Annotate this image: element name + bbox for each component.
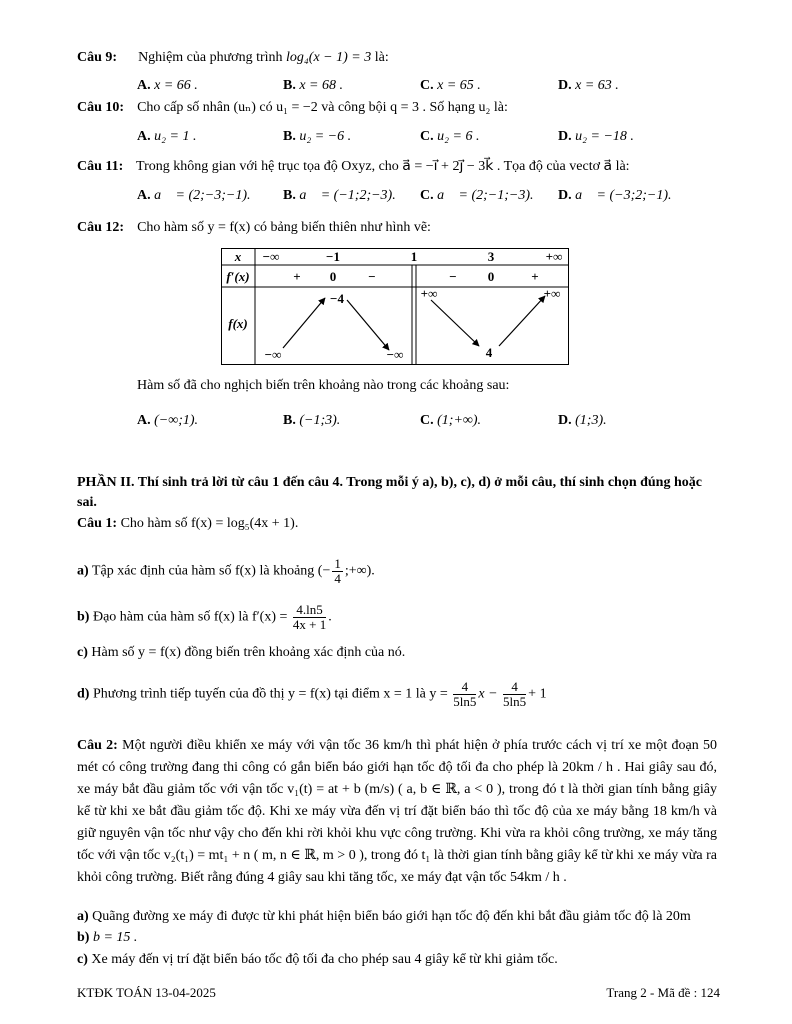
fraction <box>293 603 326 632</box>
part2-question-2 <box>77 735 717 889</box>
question-text: Cho cấp số nhân (uₙ) có u₁ = −2 và công bội q = 3 . Số hạng u₂ là: <box>137 100 508 115</box>
variation-table <box>221 248 571 368</box>
option-c: a⃗ = (2;−1;−3). <box>437 188 534 203</box>
f-value: +∞ <box>420 286 438 301</box>
fraction-denominator: 4x + 1 <box>292 617 327 632</box>
statement-label: c) <box>77 952 88 967</box>
statement-text: Quãng đường xe máy đi được từ khi phát hiện biển báo giới hạn tốc độ đến khi bắt đầu giảm tốc độ là 20m <box>92 909 691 924</box>
variation-arrows <box>283 296 545 350</box>
option-row <box>283 77 343 95</box>
option-row <box>283 412 340 430</box>
interval-right: ;+∞). <box>344 563 375 579</box>
footer-right: Trang 2 - Mã đề : 124 <box>606 985 720 1000</box>
statement-label: b) <box>77 930 90 945</box>
question-text: Nghiệm của phương trình <box>138 50 283 65</box>
question-11 <box>77 158 630 176</box>
sign: 0 <box>487 269 495 284</box>
question-text-end: là: <box>374 50 389 65</box>
x-value: −∞ <box>262 249 280 264</box>
statement-text: Hàm số y = f(x) đồng biến trên khoảng xác định của nó. <box>91 645 406 660</box>
question-text: Một người điều khiển xe máy với vận tốc 36 km/h thì phát hiện ở phía trước cách vị trí xe một đoạn 50 mét có công trường đang thi công có gắn biển báo giới hạn tốc độ tối đa cho phép là 20km / h . Hai giây sau đó, xe máy bắt đầu giảm tốc với vận tốc v₁(t) = at + b (m/s) ( a, b ∈ ℝ, a < 0 ), trong đó t là thời gian tính bằng giây kể từ khi xe bắt đầu giảm tốc độ. Khi xe máy vừa đến vị trí đặt biển báo thì tốc độ của xe máy bằng 18 km/h và giữ nguyên vận tốc như vậy cho đến khi rời khỏi khu vực công trường. Khi vừa ra khỏi công trường, xe máy tăng tốc với vận tốc v₂(t₁) = mt₁ + n ( m, n ∈ ℝ, m > 0 ), trong đó t₁ là thời gian tính bằng giây kể từ khi xe máy vừa ra khỏi công trường. Biết rằng đúng 4 giây sau khi tăng tốc, xe máy đạt vận tốc 54km / h . <box>77 738 718 885</box>
statement-label: a) <box>77 909 89 924</box>
option-row <box>137 412 198 430</box>
statement-label: a) <box>77 563 89 579</box>
statement-text: Tập xác định của hàm số f(x) là khoảng <box>91 563 315 579</box>
f-value: 4 <box>485 345 493 360</box>
option-a-letter: A. <box>137 78 151 93</box>
f-value: −∞ <box>386 347 404 362</box>
sign: 0 <box>329 269 337 284</box>
f-value: +∞ <box>543 286 561 301</box>
question-10 <box>77 99 508 117</box>
option-b-letter: B. <box>283 188 296 203</box>
option-c: u₂ = 6 . <box>437 129 480 144</box>
option-b-letter: B. <box>283 78 296 93</box>
option-b-letter: B. <box>283 129 296 144</box>
option-b: x = 68 . <box>299 78 344 93</box>
fraction <box>453 680 476 709</box>
question-text: Cho hàm số y = f(x) có bảng biến thiên như hình vẽ: <box>137 220 431 235</box>
statement-mid: x − <box>478 686 498 702</box>
option-row <box>420 412 481 430</box>
option-a-letter: A. <box>137 413 151 428</box>
option-b: u₂ = −6 . <box>299 129 352 144</box>
fraction <box>503 680 526 709</box>
fraction-denominator: 4 <box>334 571 341 586</box>
row-label-fprime: f′(x) <box>226 269 250 284</box>
option-row <box>558 412 607 430</box>
option-c-letter: C. <box>420 129 434 144</box>
fraction-numerator: 4.ln5 <box>293 603 326 618</box>
option-b: a⃗ = (−1;2;−3). <box>299 188 396 203</box>
statement-text: Xe máy đến vị trí đặt biển báo tốc độ tối đa cho phép sau 4 giây kể từ khi giảm tốc. <box>91 952 558 967</box>
option-d-letter: D. <box>558 78 572 93</box>
question-text: Trong không gian với hệ trục tọa độ Oxyz, cho a⃗ = −i⃗ + 2j⃗ − 3k⃗ . Tọa độ của vectơ a⃗ là: <box>136 159 630 174</box>
statement-label: d) <box>77 686 90 702</box>
question-label: Câu 10: <box>77 100 125 115</box>
statement-a <box>77 908 691 926</box>
row-label-x: x <box>234 249 242 264</box>
sign: − <box>368 269 376 284</box>
option-row <box>137 128 196 146</box>
question-label: Câu 1: <box>77 516 118 531</box>
option-c: (1;+∞). <box>437 413 482 428</box>
option-row <box>420 128 479 146</box>
option-d: a⃗ = (−3;2;−1). <box>575 188 672 203</box>
option-a-letter: A. <box>137 188 151 203</box>
question-9 <box>77 49 389 67</box>
x-value: 3 <box>487 249 495 264</box>
option-d-letter: D. <box>558 188 572 203</box>
option-a: a⃗ = (2;−3;−1). <box>154 188 251 203</box>
fraction-numerator: 4 <box>503 680 526 695</box>
statement-tail: . <box>328 609 332 625</box>
question-label: Câu 11: <box>77 159 124 174</box>
footer-left: KTĐK TOÁN 13-04-2025 <box>77 985 216 1000</box>
option-row <box>420 187 534 205</box>
option-c-letter: C. <box>420 188 434 203</box>
question-label: Câu 12: <box>77 220 125 235</box>
option-c-letter: C. <box>420 413 434 428</box>
fraction-numerator: 1 <box>334 556 341 571</box>
statement-a <box>77 557 375 586</box>
x-value: −1 <box>326 249 340 264</box>
interval-left: (− <box>317 563 331 579</box>
section-title: PHẦN II. Thí sinh trả lời từ câu 1 đến câu 4. Trong mỗi ý a), b), c), d) ở mỗi câu, thí sinh chọn đúng hoặc sai. <box>77 475 702 510</box>
statement-label: b) <box>77 609 90 625</box>
question-label: Câu 9: <box>77 50 118 65</box>
option-a: x = 66 . <box>154 78 198 93</box>
statement-c <box>77 644 405 662</box>
question-text: Cho hàm số f(x) = log₅(4x + 1). <box>120 516 299 531</box>
option-b: (−1;3). <box>299 413 341 428</box>
option-row <box>420 77 481 95</box>
statement-text: b = 15 . <box>92 930 138 945</box>
f-value: −∞ <box>264 347 282 362</box>
option-row <box>558 187 672 205</box>
option-c: x = 65 . <box>437 78 481 93</box>
option-b-letter: B. <box>283 413 296 428</box>
fraction-numerator: 4 <box>453 680 476 695</box>
option-row <box>283 128 351 146</box>
option-d-letter: D. <box>558 413 572 428</box>
statement-text: Đạo hàm của hàm số f(x) là f′(x) = <box>92 609 288 625</box>
option-row <box>137 187 251 205</box>
x-value: 1 <box>410 249 418 264</box>
option-a: (−∞;1). <box>154 413 199 428</box>
statement-tail: + 1 <box>528 686 547 702</box>
question-equation: log₄(x − 1) = 3 <box>286 50 372 65</box>
option-row <box>137 77 198 95</box>
f-value: −4 <box>330 291 344 306</box>
question-12 <box>77 219 431 237</box>
statement-b <box>77 603 332 632</box>
x-value: +∞ <box>545 249 563 264</box>
option-a-letter: A. <box>137 129 151 144</box>
sign: + <box>531 269 539 284</box>
statement-b <box>77 929 137 947</box>
question-label: Câu 2: <box>77 738 118 753</box>
sign: + <box>293 269 301 284</box>
row-label-fx: f(x) <box>228 316 248 331</box>
statement-c <box>77 951 558 969</box>
option-c-letter: C. <box>420 78 434 93</box>
option-row <box>558 128 634 146</box>
option-d: x = 63 . <box>575 78 619 93</box>
option-row <box>558 77 619 95</box>
fraction-denominator: 5ln5 <box>453 694 477 709</box>
option-d: u₂ = −18 . <box>575 129 634 144</box>
question-12-prompt: Hàm số đã cho nghịch biến trên khoảng nào trong các khoảng sau: <box>137 378 510 393</box>
statement-d <box>77 680 547 709</box>
part2-question-1 <box>77 515 298 533</box>
statement-label: c) <box>77 645 88 660</box>
option-d: (1;3). <box>575 413 607 428</box>
option-d-letter: D. <box>558 129 572 144</box>
fraction-denominator: 5ln5 <box>503 694 527 709</box>
option-row <box>283 187 396 205</box>
sign: − <box>449 269 457 284</box>
statement-text: Phương trình tiếp tuyến của đồ thị y = f(x) tại điểm x = 1 là y = <box>92 686 448 702</box>
option-a: u₂ = 1 . <box>154 129 197 144</box>
fraction <box>332 557 343 586</box>
